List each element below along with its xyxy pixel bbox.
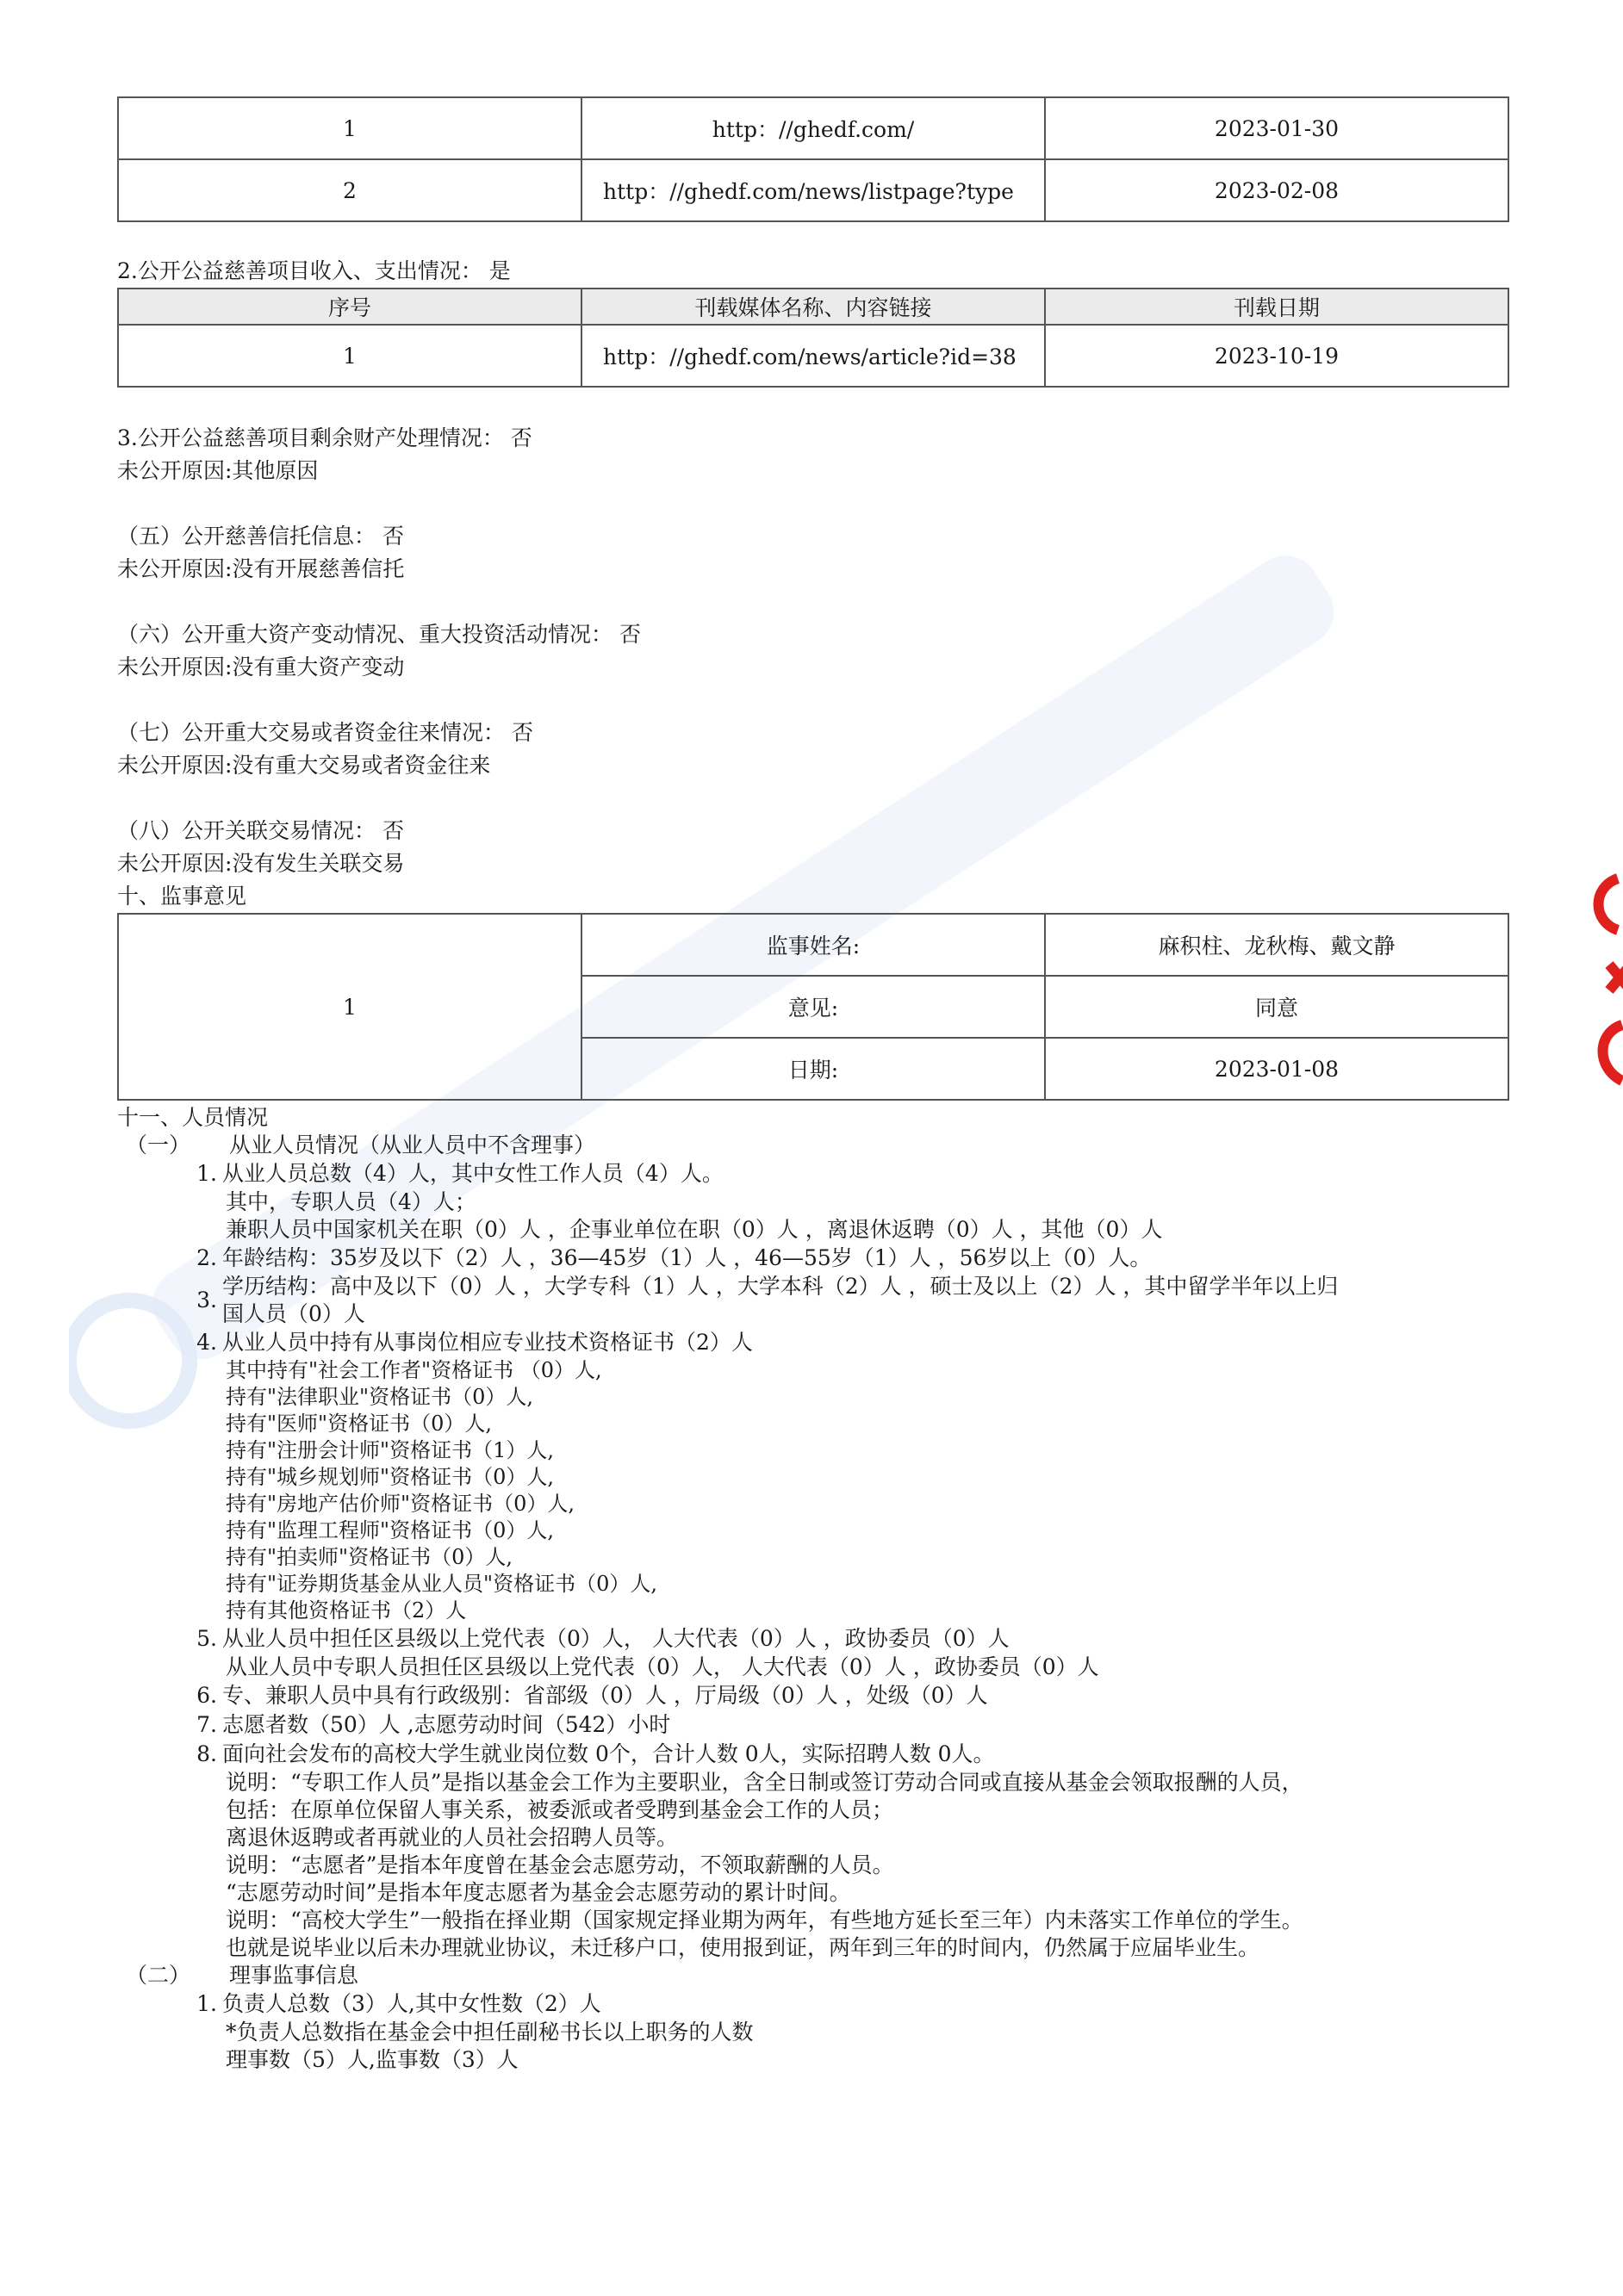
header-date: 刊载日期: [1045, 289, 1508, 325]
list-item: [117, 1244, 1508, 1273]
supervisor-heading: 十、监事意见: [117, 884, 247, 909]
note-line: “志愿劳动时间”是指本年度志愿者为基金会志愿劳动的累计时间。: [226, 1880, 851, 1905]
seal-stamp: [1583, 870, 1623, 1094]
cell-link: http：//ghedf.com/news/listpage?type: [581, 159, 1045, 221]
document-body: [117, 96, 1508, 2074]
cell-link: http：//ghedf.com/: [581, 97, 1045, 159]
cell-label: 日期:: [581, 1038, 1045, 1100]
certificate-line: 持有"房地产估价师"资格证书（0）人,: [226, 1492, 575, 1516]
certificate-line: 持有"医师"资格证书（0）人,: [226, 1412, 492, 1436]
section-7-reason: 未公开原因:没有重大交易或者资金往来: [117, 753, 491, 778]
table-row: [118, 325, 1508, 387]
item-number: 1.: [196, 1991, 217, 2016]
cell-date: 2023-02-08: [1045, 159, 1508, 221]
list-item: [117, 1740, 1508, 1769]
section-7-title: （七）公开重大交易或者资金往来情况： 否: [117, 720, 533, 745]
item-text: 专、兼职人员中具有行政级别：省部级（0）人 ，厅局级（0）人 ，处级（0）人: [222, 1683, 988, 1708]
item-text: *负责人总数指在基金会中担任副秘书长以上职务的人数: [226, 2020, 754, 2045]
item-text-block: [222, 1273, 1338, 1328]
note-line: 说明：“专职工作人员”是指以基金会工作为主要职业，含全日制或签订劳动合同或直接从基金会领取报酬的人员，: [226, 1770, 1303, 1795]
certificate-line: 持有"证券期货基金从业人员"资格证书（0）人,: [226, 1572, 657, 1596]
item-text: 从业人员中持有从事岗位相应专业技术资格证书（2）人: [222, 1330, 753, 1355]
note-line: 说明：“志愿者”是指本年度曾在基金会志愿劳动，不领取薪酬的人员。: [226, 1852, 894, 1877]
table-header-row: [118, 289, 1508, 325]
cell-label: 意见:: [581, 976, 1045, 1038]
part1-label: （一）: [126, 1132, 191, 1157]
item-text: 负责人总数（3）人,其中女性数（2）人: [222, 1991, 601, 2016]
table-row: [118, 159, 1508, 221]
item-text: 学历结构：高中及以下（0）人 ，大学专科（1）人 ，大学本科（2）人 ，硕士及以上（2）人 ，其中留学半年以上归: [222, 1274, 1339, 1299]
part2-title: 理事监事信息: [229, 1963, 359, 1988]
part2-label: （二）: [126, 1963, 191, 1988]
section-3-reason: 未公开原因:其他原因: [117, 458, 319, 483]
cell-value: 同意: [1045, 976, 1508, 1038]
part1-header: [117, 1132, 1508, 1159]
note-line: 也就是说毕业以后未办理就业协议，未迁移户口，使用报到证，两年到三年的时间内，仍然属于应届毕业生。: [226, 1935, 1260, 1960]
certificate-line: 持有"城乡规划师"资格证书（0）人,: [226, 1465, 554, 1489]
section-3-title: 3.公开公益慈善项目剩余财产处理情况： 否: [117, 425, 532, 450]
item-text: 兼职人员中国家机关在职（0）人 ，企事业单位在职（0）人 ，离退休返聘（0）人 ，其他（0）人: [226, 1217, 1163, 1242]
certificate-list: [117, 1357, 1508, 1624]
part2-header: [117, 1962, 1508, 1989]
section-5-title: （五）公开慈善信托信息： 否: [117, 524, 404, 549]
certificate-line: 持有"注册会计师"资格证书（1）人,: [226, 1438, 554, 1462]
cell-no: 1: [118, 325, 581, 387]
section-6-reason: 未公开原因:没有重大资产变动: [117, 655, 405, 679]
list-item: [117, 1710, 1508, 1740]
item-text: 理事数（5）人,监事数（3）人: [226, 2047, 519, 2072]
cell-value: 2023-01-08: [1045, 1038, 1508, 1100]
list-item: [117, 1989, 1508, 2019]
item-text: 年龄结构：35岁及以下（2）人 ，36—45岁（1）人 ，46—55岁（1）人 ，56岁以上（0）人。: [222, 1245, 1152, 1270]
certificate-line: 持有"监理工程师"资格证书（0）人,: [226, 1518, 554, 1542]
table-row: [118, 97, 1508, 159]
note-line: 离退休返聘或者再就业的人员社会招聘人员等。: [226, 1825, 679, 1850]
section-2-title: 2.公开公益慈善项目收入、支出情况： 是: [117, 258, 511, 283]
cell-link: http：//ghedf.com/news/article?id=38: [581, 325, 1045, 387]
item-text: 其中，专职人员（4）人；: [226, 1189, 476, 1214]
list-item: [117, 1159, 1508, 1188]
item-text: 从业人员总数（4）人，其中女性工作人员（4）人。: [222, 1161, 724, 1186]
cell-label: 监事姓名:: [581, 914, 1045, 976]
note-line: 说明：“高校大学生”一般指在择业期（国家规定择业期为两年，有些地方延长至三年）内未落实工作单位的学生。: [226, 1908, 1303, 1933]
cell-no: 1: [118, 97, 581, 159]
cell-no: 2: [118, 159, 581, 221]
header-media: 刊载媒体名称、内容链接: [581, 289, 1045, 325]
section-5-reason: 未公开原因:没有开展慈善信托: [117, 556, 405, 581]
item-text: 国人员（0）人: [222, 1301, 365, 1326]
header-no: 序号: [118, 289, 581, 325]
part1-title: 从业人员情况（从业人员中不含理事）: [229, 1132, 596, 1157]
section-8-reason: 未公开原因:没有发生关联交易: [117, 851, 405, 876]
media-table-top: [117, 96, 1509, 222]
item-number: 7.: [196, 1712, 217, 1737]
cell-no: 1: [118, 914, 581, 1100]
personnel-heading: 十一、人员情况: [117, 1105, 269, 1130]
cell-date: 2023-10-19: [1045, 325, 1508, 387]
list-item: [117, 1273, 1508, 1328]
item-number: 6.: [196, 1683, 217, 1708]
item-number: 1.: [196, 1161, 217, 1186]
list-item: [117, 1624, 1508, 1654]
cell-date: 2023-01-30: [1045, 97, 1508, 159]
item-text: 面向社会发布的高校大学生就业岗位数 0个，合计人数 0人，实际招聘人数 0人。: [222, 1741, 995, 1766]
list-item: [117, 1328, 1508, 1357]
certificate-line: 持有其他资格证书（2）人: [226, 1598, 467, 1623]
item-text: 志愿者数（50）人 ,志愿劳动时间（542）小时: [222, 1712, 671, 1737]
certificate-line: 其中持有"社会工作者"资格证书 （0）人,: [226, 1358, 602, 1382]
certificate-line: 持有"法律职业"资格证书（0）人,: [226, 1385, 533, 1409]
item-text: 从业人员中专职人员担任区县级以上党代表（0）人， 人大代表（0）人 ，政协委员（0）人: [226, 1654, 1099, 1679]
table-row: [118, 914, 1508, 976]
item-number: 4.: [196, 1330, 217, 1355]
item-number: 8.: [196, 1741, 217, 1766]
certificate-line: 持有"拍卖师"资格证书（0）人,: [226, 1545, 513, 1569]
item-number: 3.: [196, 1288, 217, 1312]
supervisor-table: [117, 913, 1509, 1101]
note-line: 包括：在原单位保留人事关系，被委派或者受聘到基金会工作的人员；: [226, 1797, 894, 1822]
notes-block: [117, 1769, 1508, 1962]
item-number: 5.: [196, 1626, 217, 1651]
income-expense-table: [117, 288, 1509, 388]
list-item: [117, 1681, 1508, 1710]
cell-value: 麻积柱、龙秋梅、戴文静: [1045, 914, 1508, 976]
section-8-title: （八）公开关联交易情况： 否: [117, 818, 404, 843]
item-number: 2.: [196, 1245, 217, 1270]
section-6-title: （六）公开重大资产变动情况、重大投资活动情况： 否: [117, 622, 641, 647]
item-text: 从业人员中担任区县级以上党代表（0）人， 人大代表（0）人 ，政协委员（0）人: [222, 1626, 1010, 1651]
